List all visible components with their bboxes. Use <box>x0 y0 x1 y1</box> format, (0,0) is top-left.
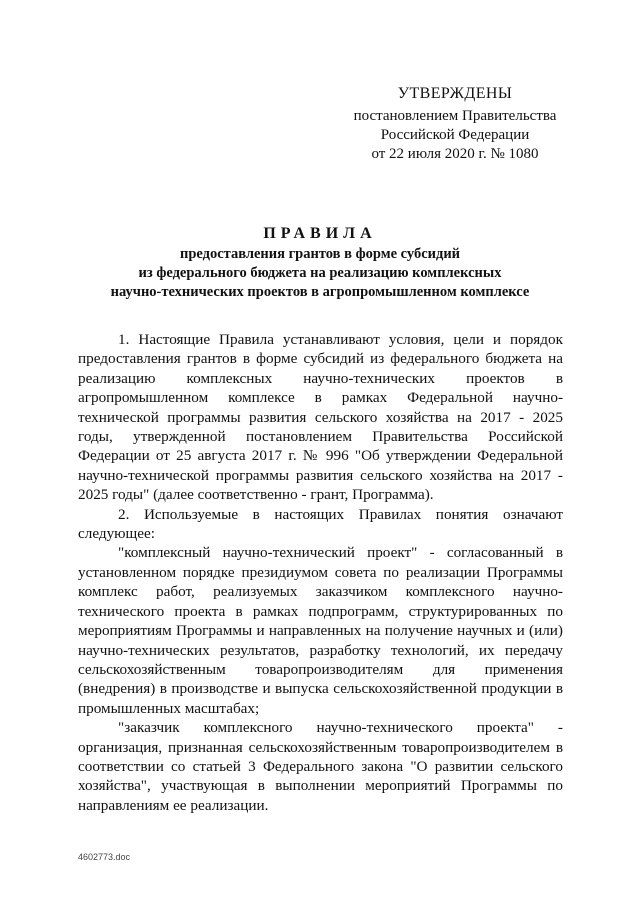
approval-line: постановлением Правительства <box>353 108 557 124</box>
paragraph-1: 1. Настоящие Правила устанавливают условия, цели и порядок предоставления грантов в форме субсидий из федерального бюджета на реализацию комплексных научно-технических проектов в агропромышленном комплексе в рамках Федеральной научно-технической программы развития сельского хозяйства на 2017 - 2025 годы, утвержденной постановлением Правительства Российской Федерации от 25 августа 2017 г. № 996 "Об утверждении Федеральной научно-технической программы развития сельского хозяйства на 2017 - 2025 годы" (далее соответственно - грант, Программа). <box>78 331 563 504</box>
subtitle-line: научно-технических проектов в агропромышленном комплексе <box>110 284 530 300</box>
document-title: ПРАВИЛА <box>263 225 377 242</box>
document-subtitle <box>80 245 560 302</box>
definition-customer: "заказчик комплексного научно-технического проекта" - организация, признанная сельскохозяйственным товаропроизводителем в соответствии со статьей 3 Федерального закона "О развитии сельского хозяйства", участвующая в выполнении мероприятий Программы по направлениям ее реализации. <box>78 719 563 814</box>
subtitle-line: предоставления грантов в форме субсидий <box>179 246 461 262</box>
approval-block <box>330 84 580 164</box>
approval-heading: УТВЕРЖДЕНЫ <box>397 85 513 102</box>
file-reference: 4602773.doc <box>78 852 131 862</box>
approval-date-line: от 22 июля 2020 г. № 1080 <box>371 146 539 162</box>
approval-line: Российской Федерации <box>380 127 530 143</box>
paragraph-2: 2. Используемые в настоящих Правилах понятия означают следующее: <box>78 505 563 543</box>
document-body <box>78 330 563 815</box>
definition-project: "комплексный научно-технический проект" - согласованный в установленном порядке президиумом совета по реализации Программы комплекс работ, реализуемых заказчиком комплексного научно-технического проекта в рамках подпрограмм, структурированных по мероприятиям Программы и направленных на получение научных и (или) научно-технических результатов, разработку технологий, их передачу сельскохозяйственным товаропроизводителям для применения (внедрения) в производстве и выпуска сельскохозяйственной продукции в промышленных масштабах; <box>78 544 563 717</box>
subtitle-line: из федерального бюджета на реализацию комплексных <box>138 265 502 281</box>
